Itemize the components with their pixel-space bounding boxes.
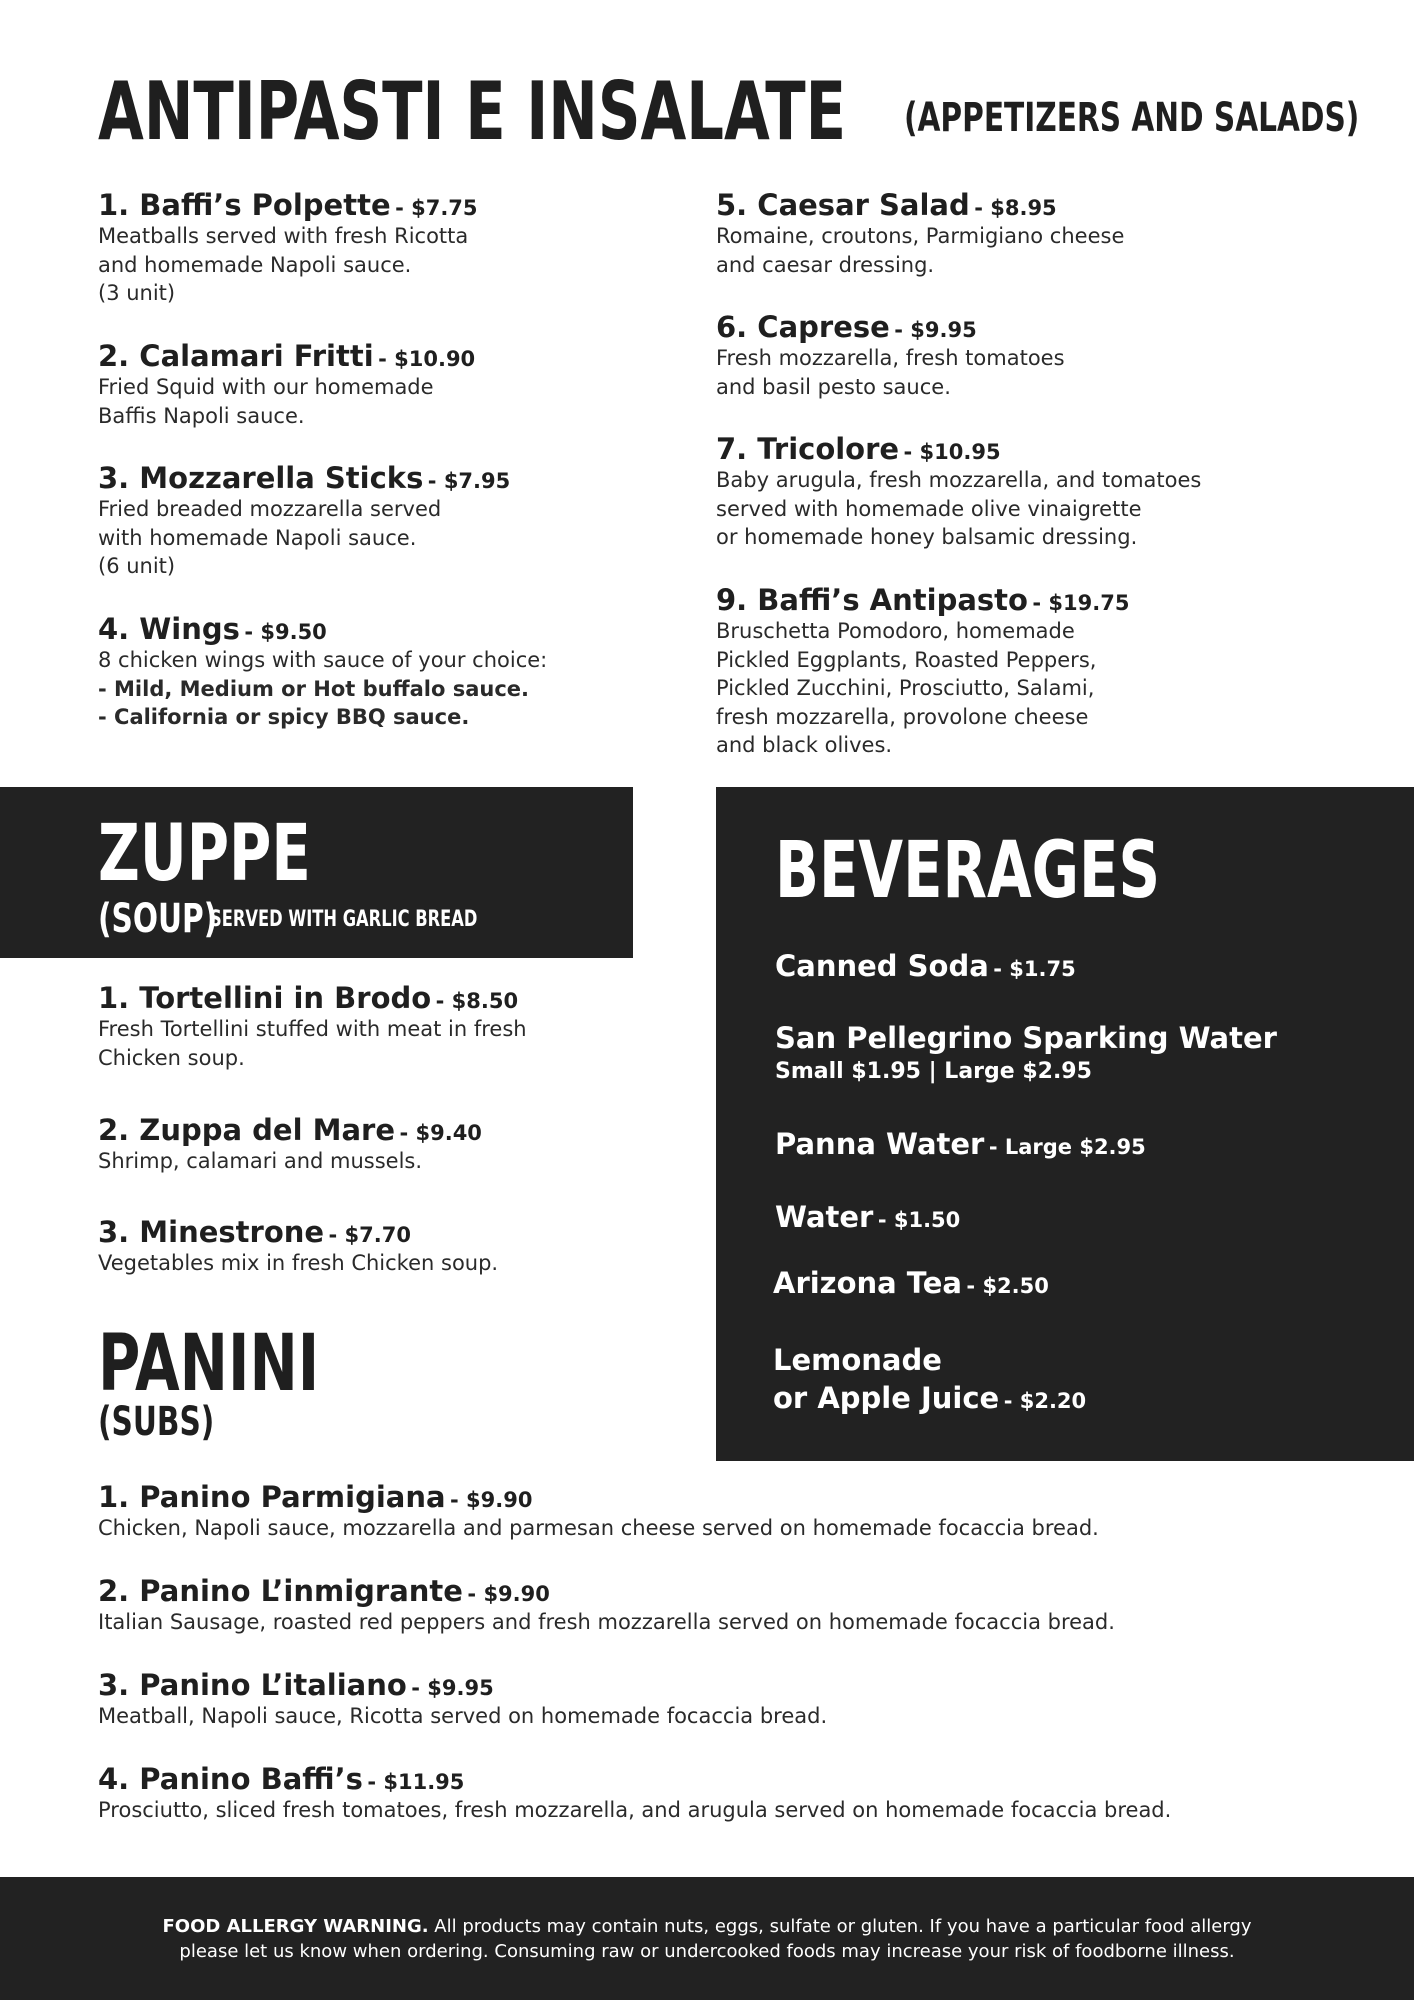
item-price: - $9.90 [467, 1582, 550, 1606]
item-description: Meatball, Napoli sauce, Ricotta served on homemade focaccia bread. [98, 1704, 828, 1728]
beverage-name: or Apple Juice [773, 1381, 1000, 1415]
beverage-price: - $2.50 [966, 1274, 1049, 1298]
item-name: 1. Panino Parmigiana [98, 1480, 446, 1514]
item-price: - $7.95 [427, 469, 511, 493]
allergy-warning-label: FOOD ALLERGY WARNING. [162, 1916, 429, 1937]
beverage-name: Canned Soda [775, 949, 989, 983]
menu-item-caprese [716, 310, 1065, 401]
item-price: - $9.95 [894, 318, 977, 342]
item-description: Fresh mozzarella, fresh tomatoes and basil pesto sauce. [716, 346, 1065, 399]
item-price: - $7.75 [395, 196, 478, 220]
menu-item-zuppa-del-mare [98, 1113, 482, 1176]
item-price: - $7.70 [328, 1223, 411, 1247]
item-description: Bruschetta Pomodoro, homemade Pickled Eggplants, Roasted Peppers, Pickled Zucchini, Prosciutto, Salami, fresh mozzarella, provolone cheese and black olives. [716, 619, 1097, 757]
menu-item-mozzarella-sticks [98, 461, 510, 581]
zuppe-note: SERVED WITH GARLIC BREAD [210, 907, 478, 932]
beverage-price: - $1.75 [993, 957, 1076, 981]
menu-item-panino-baffis [98, 1762, 1171, 1825]
item-name: 9. Baffi’s Antipasto [716, 583, 1028, 617]
menu-item-panino-linmigrante [98, 1574, 1115, 1637]
item-description: Fried breaded mozzarella served with homemade Napoli sauce. (6 unit) [98, 497, 442, 578]
menu-item-tortellini [98, 981, 527, 1072]
menu-item-wings [98, 612, 547, 732]
item-price: - $19.75 [1032, 591, 1130, 615]
panini-subtitle: (SUBS) [98, 1399, 215, 1445]
menu-item-caesar-salad [716, 188, 1124, 279]
menu-item-panino-litaliano [98, 1668, 827, 1731]
menu-item-baffis-antipasto [716, 583, 1129, 760]
menu-item-polpette [98, 188, 478, 308]
menu-item-calamari [98, 339, 475, 430]
beverage-name: Arizona Tea [773, 1266, 962, 1300]
item-description: Chicken, Napoli sauce, mozzarella and parmesan cheese served on homemade focaccia bread. [98, 1516, 1099, 1540]
item-name: 1. Baffi’s Polpette [98, 188, 391, 222]
item-description: Shrimp, calamari and mussels. [98, 1149, 423, 1173]
item-price: - $9.40 [399, 1121, 482, 1145]
item-price: - $8.50 [435, 989, 519, 1013]
allergy-warning: FOOD ALLERGY WARNING. All products may contain nuts, eggs, sulfate or gluten. If you have a particular food allergy please let us know when ordering. Consuming raw or undercooked foods may increase your risk of foodborne illness. [162, 1916, 1252, 1962]
beverage-item [775, 949, 1076, 983]
item-name: 5. Caesar Salad [716, 188, 970, 222]
beverage-item [775, 1127, 1146, 1161]
item-description: Prosciutto, sliced fresh tomatoes, fresh mozzarella, and arugula served on homemade focaccia bread. [98, 1798, 1172, 1822]
antipasti-subtitle: (APPETIZERS AND SALADS) [904, 95, 1360, 141]
item-description: Baby arugula, fresh mozzarella, and tomatoes served with homemade olive vinaigrette or homemade honey balsamic dressing. [716, 468, 1202, 549]
item-name: 4. Panino Baffi’s [98, 1762, 363, 1796]
item-name: 7. Tricolore [716, 432, 900, 466]
item-name: 2. Calamari Fritti [98, 339, 374, 373]
allergy-footer [0, 1877, 1414, 2000]
zuppe-subtitle: (SOUP) [98, 896, 218, 942]
beverage-name: Water [775, 1200, 874, 1234]
item-price: - $9.90 [450, 1488, 533, 1512]
beverage-name: Lemonade [773, 1343, 942, 1377]
beverage-item [773, 1266, 1049, 1300]
antipasti-title: ANTIPASTI E INSALATE [98, 65, 847, 158]
beverage-price: - $2.20 [1003, 1389, 1087, 1413]
item-description: Romaine, croutons, Parmigiano cheese and caesar dressing. [716, 224, 1125, 277]
item-price: - $9.50 [244, 620, 327, 644]
item-description: 8 chicken wings with sauce of your choice: - Mild, Medium or Hot buffalo sauce. - California or spicy BBQ sauce. [98, 648, 548, 729]
item-name: 6. Caprese [716, 310, 890, 344]
beverage-price: - Large $2.95 [988, 1135, 1146, 1159]
beverage-item [775, 1200, 960, 1234]
item-price: - $10.90 [378, 347, 476, 371]
menu-item-minestrone [98, 1215, 498, 1278]
item-name: 1. Tortellini in Brodo [98, 981, 432, 1015]
menu-item-panino-parmigiana [98, 1480, 1099, 1543]
item-description: Italian Sausage, roasted red peppers and fresh mozzarella served on homemade focaccia bread. [98, 1610, 1115, 1634]
item-price: - $8.95 [974, 196, 1057, 220]
beverage-sizes: Small $1.95 | Large $2.95 [775, 1059, 1092, 1084]
item-name: 2. Panino L’inmigrante [98, 1574, 463, 1608]
beverage-name: San Pellegrino Sparking Water [775, 1021, 1277, 1055]
item-price: - $11.95 [367, 1770, 465, 1794]
item-name: 3. Minestrone [98, 1215, 325, 1249]
item-description: Vegetables mix in fresh Chicken soup. [98, 1251, 499, 1275]
item-name: 2. Zuppa del Mare [98, 1113, 396, 1147]
zuppe-title: ZUPPE [98, 809, 311, 899]
menu-item-tricolore [716, 432, 1201, 552]
item-name: 3. Mozzarella Sticks [98, 461, 424, 495]
item-description: Fried Squid with our homemade Baffis Napoli sauce. [98, 375, 434, 428]
item-name: 3. Panino L’italiano [98, 1668, 407, 1702]
item-description: Meatballs served with fresh Ricotta and homemade Napoli sauce. (3 unit) [98, 224, 469, 305]
beverage-name: Panna Water [775, 1127, 985, 1161]
beverage-item [775, 1021, 1277, 1084]
item-name: 4. Wings [98, 612, 240, 646]
item-description: Fresh Tortellini stuffed with meat in fresh Chicken soup. [98, 1017, 527, 1070]
zuppe-banner [0, 787, 633, 958]
beverage-price: - $1.50 [877, 1208, 961, 1232]
item-price: - $10.95 [903, 440, 1001, 464]
beverages-panel [716, 787, 1414, 1461]
item-price: - $9.95 [411, 1676, 494, 1700]
beverages-title: BEVERAGES [775, 826, 1161, 916]
panini-title: PANINI [98, 1319, 320, 1409]
beverage-item [773, 1343, 1086, 1415]
